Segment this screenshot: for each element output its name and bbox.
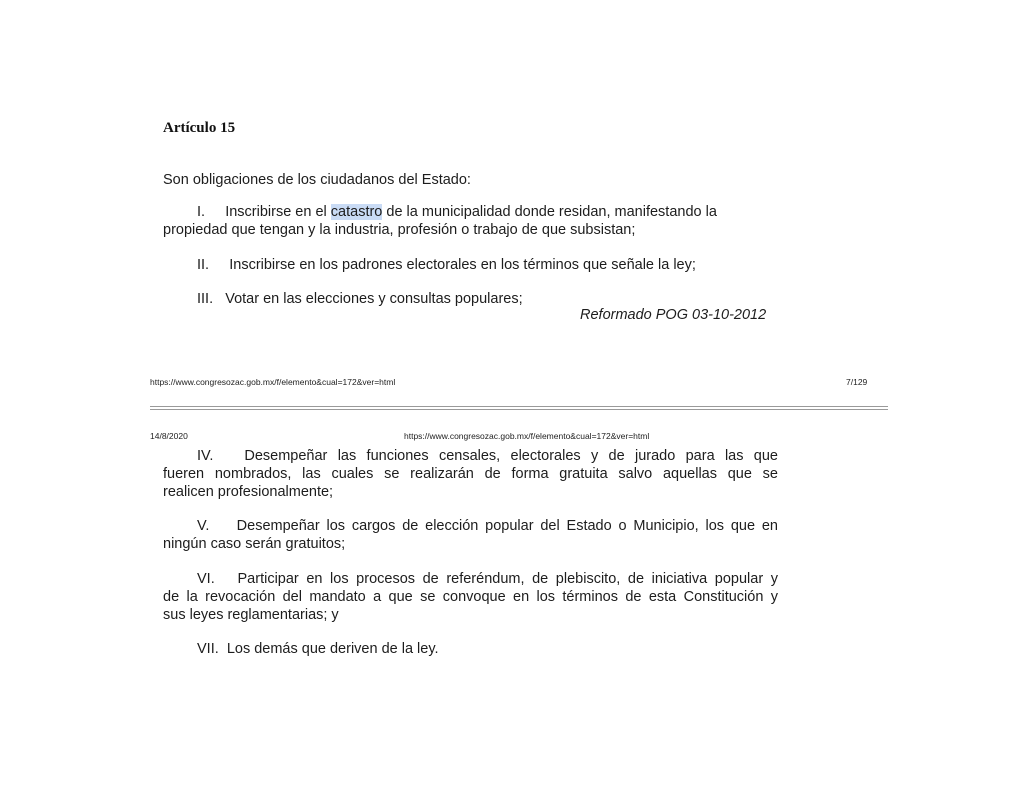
header-url: https://www.congresozac.gob.mx/f/elemento&cual=172&ver=html <box>404 431 650 441</box>
item-4-line-2: fueren nombrados, las cuales se realizarán de forma gratuita salvo aquellas que se <box>163 466 778 482</box>
item-7: VII. Los demás que deriven de la ley. <box>197 641 439 657</box>
page-break-line-top <box>150 406 888 407</box>
item-6-line-1: VI. Participar en los procesos de referéndum, de plebiscito, de iniciativa popular y <box>197 571 778 587</box>
item-1-text-before: I. Inscribirse en el <box>197 204 331 220</box>
item-4-line-1: IV. Desempeñar las funciones censales, electorales y de jurado para las que <box>197 448 778 464</box>
header-date: 14/8/2020 <box>150 431 188 441</box>
footer-url: https://www.congresozac.gob.mx/f/elemento&cual=172&ver=html <box>150 377 396 387</box>
item-4-line-3: realicen profesionalmente; <box>163 484 334 500</box>
item-1-line-1 <box>197 204 717 220</box>
item-6-line-3: sus leyes reglamentarias; y <box>163 607 339 623</box>
item-6-line-2: de la revocación del mandato a que se convoque en los términos de esta Constitución y <box>163 589 778 605</box>
item-5-line-2: ningún caso serán gratuitos; <box>163 536 346 552</box>
reform-note: Reformado POG 03-10-2012 <box>580 307 767 323</box>
footer-page-number: 7/129 <box>846 377 868 387</box>
item-3: III. Votar en las elecciones y consultas populares; <box>197 291 523 307</box>
item-1-line-2: propiedad que tengan y la industria, profesión o trabajo de que subsistan; <box>163 222 636 238</box>
highlighted-search-term: catastro <box>330 204 383 220</box>
article-title: Artículo 15 <box>163 120 236 136</box>
article-intro: Son obligaciones de los ciudadanos del Estado: <box>163 172 471 188</box>
item-1-text-after: de la municipalidad donde residan, manifestando la <box>382 204 717 220</box>
item-5-line-1: V. Desempeñar los cargos de elección popular del Estado o Municipio, los que en <box>197 518 778 534</box>
item-2: II. Inscribirse en los padrones electorales en los términos que señale la ley; <box>197 257 696 273</box>
page-break-line-bottom <box>150 409 888 410</box>
